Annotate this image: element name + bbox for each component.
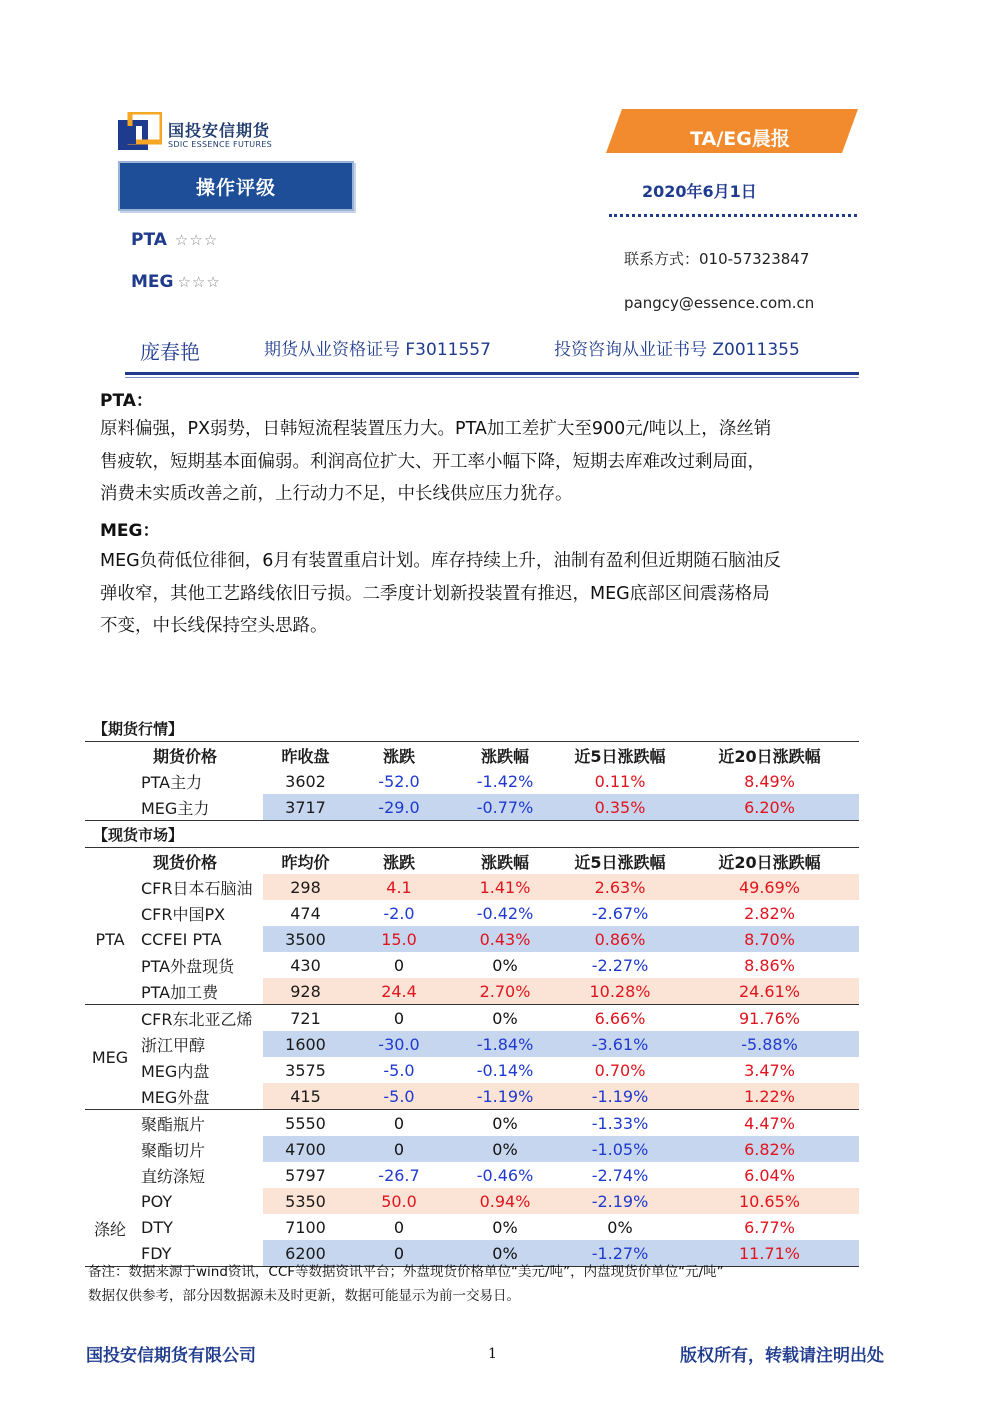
price-cell: 5797 — [285, 1165, 326, 1185]
table-row — [85, 978, 859, 1005]
d20-cell: 1.22% — [680, 1083, 859, 1110]
footer-copyright: 版权所有，转载请注明出处 — [680, 1346, 884, 1366]
row-name: MEG主力 — [135, 794, 263, 821]
chg-cell: -30.0 — [348, 1031, 450, 1057]
row-name: PTA外盘现货 — [141, 956, 235, 976]
d5-cell: -1.05% — [560, 1136, 680, 1162]
d20-cell: 3.47% — [744, 1060, 795, 1080]
d5-cell: -1.19% — [560, 1083, 680, 1110]
pct-cell: 0% — [492, 955, 518, 975]
column-header: 涨跌 — [382, 852, 415, 872]
table-row — [85, 768, 859, 794]
meg-commentary — [100, 545, 840, 643]
rating-pta — [131, 230, 218, 250]
column-header: 昨收盘 — [281, 746, 330, 766]
price-cell: 3717 — [263, 794, 348, 821]
paragraph-line: 售疲软，短期基本面偏弱。利润高位扩大、开工率小幅下降，短期去库难改过剩局面， — [100, 451, 765, 472]
rating-product-name: MEG — [131, 272, 174, 292]
pct-cell: 0% — [450, 1136, 560, 1162]
pct-cell: -0.14% — [476, 1060, 534, 1080]
header-row — [85, 848, 859, 875]
star-rating-icon: ☆☆☆ — [174, 231, 219, 249]
d20-cell: -5.88% — [680, 1031, 859, 1057]
date-divider — [609, 214, 857, 217]
note-line: 数据仅供参考，部分因数据源未及时更新，数据可能显示为前一交易日。 — [88, 1288, 520, 1304]
section-label: 【现货市场】 — [85, 821, 859, 848]
column-header: 期货价格 — [153, 746, 218, 766]
chg-cell: -52.0 — [378, 771, 420, 791]
pct-cell: 2.70% — [450, 978, 560, 1005]
contact-phone: 联系方式：010-57323847 — [624, 250, 810, 268]
d5-cell: 0% — [607, 1217, 633, 1237]
footer-company: 国投安信期货有限公司 — [86, 1346, 256, 1366]
table-row — [85, 1005, 859, 1032]
rating-product-name: PTA — [131, 230, 167, 250]
section-title-meg: MEG： — [100, 521, 160, 541]
d20-cell: 8.86% — [744, 955, 795, 975]
column-header: 近5日涨跌幅 — [574, 746, 666, 766]
chg-cell: 15.0 — [348, 926, 450, 952]
chg-cell: -26.7 — [378, 1165, 420, 1185]
row-name: PTA主力 — [141, 772, 203, 792]
d20-cell: 6.82% — [680, 1136, 859, 1162]
column-header: 涨跌 — [382, 746, 415, 766]
price-cell: 5550 — [285, 1113, 326, 1133]
pct-cell: -0.42% — [476, 903, 534, 923]
rating-meg — [131, 272, 221, 292]
d20-cell: 24.61% — [680, 978, 859, 1005]
d5-cell: 0.11% — [594, 771, 646, 791]
pct-cell: 0% — [492, 1008, 518, 1028]
d20-cell: 10.65% — [680, 1188, 859, 1214]
table-row — [85, 1214, 859, 1240]
pct-cell: 0% — [492, 1217, 518, 1237]
group-label: MEG — [85, 1005, 135, 1110]
chg-cell: 0 — [348, 1240, 450, 1267]
chg-cell: 0 — [393, 1113, 405, 1133]
price-cell: 7100 — [285, 1217, 326, 1237]
pct-cell: 0% — [492, 1113, 518, 1133]
column-header: 涨跌幅 — [480, 852, 529, 872]
column-header: 近20日涨跌幅 — [718, 746, 821, 766]
price-cell: 6200 — [263, 1240, 348, 1267]
price-cell: 1600 — [263, 1031, 348, 1057]
column-header: 昨均价 — [281, 852, 330, 872]
row-name: POY — [141, 1191, 173, 1211]
column-header: 近20日涨跌幅 — [718, 852, 821, 872]
analyst-name: 庞春艳 — [140, 340, 200, 364]
table-row — [85, 874, 859, 900]
d5-cell: -1.33% — [591, 1113, 649, 1133]
d20-cell: 4.47% — [744, 1113, 795, 1133]
logo-english-name: SDIC ESSENCE FUTURES — [168, 140, 273, 149]
d5-cell: -2.74% — [591, 1165, 649, 1185]
price-cell: 3602 — [285, 771, 326, 791]
group-cell — [85, 794, 135, 821]
d5-cell: -2.19% — [560, 1188, 680, 1214]
price-cell: 721 — [290, 1008, 321, 1028]
pta-commentary — [100, 413, 840, 511]
group-cell — [85, 742, 135, 769]
pct-cell: -1.42% — [476, 771, 534, 791]
column-header: 近5日涨跌幅 — [574, 852, 666, 872]
d5-cell: -1.27% — [560, 1240, 680, 1267]
chg-cell: -5.0 — [383, 1060, 415, 1080]
price-cell: 430 — [290, 955, 321, 975]
chg-cell: -5.0 — [348, 1083, 450, 1110]
table-row — [85, 1083, 859, 1110]
paragraph-line: 消费未实质改善之前，上行动力不足，中长线供应压力犹存。 — [100, 484, 573, 504]
d5-cell: 2.63% — [560, 874, 680, 900]
chg-cell: -29.0 — [348, 794, 450, 821]
d20-cell: 8.49% — [744, 771, 795, 791]
report-title: TA/EG晨报 — [690, 128, 790, 150]
paragraph-line: 不变，中长线保持空头思路。 — [100, 616, 328, 636]
d5-cell: 10.28% — [560, 978, 680, 1005]
price-cell: 3500 — [263, 926, 348, 952]
price-cell: 298 — [263, 874, 348, 900]
pct-cell: 0.43% — [450, 926, 560, 952]
d5-cell: -2.27% — [591, 955, 649, 975]
d20-cell: 6.77% — [744, 1217, 795, 1237]
row-name: 直纺涤短 — [141, 1166, 206, 1186]
paragraph-line: 原料偏强，PX弱势，日韩短流程装置压力大。PTA加工差扩大至900元/吨以上，涤丝销 — [100, 419, 772, 439]
d20-cell: 8.70% — [680, 926, 859, 952]
chg-cell: 0 — [348, 1136, 450, 1162]
data-note — [88, 1260, 724, 1308]
d20-cell: 91.76% — [738, 1008, 800, 1028]
column-header: 现货价格 — [153, 852, 218, 872]
row-name: CFR东北亚乙烯 — [141, 1009, 253, 1029]
price-cell: 4700 — [263, 1136, 348, 1162]
d20-cell: 6.04% — [744, 1165, 795, 1185]
chg-cell: 0 — [393, 1217, 405, 1237]
row-name: 聚酯切片 — [141, 1140, 206, 1160]
logo-chinese-name: 国投安信期货 — [168, 121, 271, 140]
row-name: 浙江甲醇 — [141, 1035, 206, 1055]
row-name: FDY — [135, 1240, 263, 1267]
price-cell: 5350 — [263, 1188, 348, 1214]
report-date: 2020年6月1日 — [642, 182, 757, 201]
table-row — [85, 1031, 859, 1057]
table-row — [85, 1057, 859, 1083]
row-name: PTA加工费 — [135, 978, 263, 1005]
d5-cell: 0.35% — [560, 794, 680, 821]
futures-license: 期货从业资格证号 F3011557 — [264, 340, 491, 360]
table-row — [85, 1162, 859, 1188]
header-divider-thin — [125, 377, 859, 378]
pct-cell: -0.77% — [450, 794, 560, 821]
table-row — [85, 952, 859, 978]
row-name: MEG外盘 — [135, 1083, 263, 1110]
pct-cell: 1.41% — [450, 874, 560, 900]
d20-cell: 6.20% — [680, 794, 859, 821]
pct-cell: 0% — [450, 1240, 560, 1267]
chg-cell: -2.0 — [383, 903, 415, 923]
chg-cell: 50.0 — [348, 1188, 450, 1214]
market-data-table — [85, 715, 859, 1267]
group-cell — [85, 768, 135, 794]
row-name: CFR中国PX — [141, 904, 226, 924]
d5-cell: 6.66% — [594, 1008, 646, 1028]
table-row — [85, 794, 859, 821]
row-name: CFR日本石脑油 — [141, 878, 253, 898]
chg-cell: 0 — [393, 955, 405, 975]
price-cell: 474 — [290, 903, 321, 923]
paragraph-line: MEG负荷低位徘徊，6月有装置重启计划。库存持续上升，油制有盈利但近期随石脑油反 — [100, 551, 781, 571]
futures-section-label — [85, 715, 859, 742]
chg-cell: 24.4 — [348, 978, 450, 1005]
chg-cell: 0 — [393, 1008, 405, 1028]
price-cell: 415 — [263, 1083, 348, 1110]
row-name: MEG内盘 — [141, 1061, 210, 1081]
chg-cell: 4.1 — [348, 874, 450, 900]
section-label: 【期货行情】 — [85, 715, 859, 742]
operation-rating-title: 操作评级 — [118, 161, 354, 211]
table-row — [85, 900, 859, 926]
table-row — [85, 1110, 859, 1137]
company-logo-icon — [118, 112, 162, 150]
group-cell — [85, 848, 135, 875]
group-label: PTA — [85, 874, 135, 1005]
table-row — [85, 926, 859, 952]
pct-cell: 0.94% — [450, 1188, 560, 1214]
pct-cell: -1.19% — [450, 1083, 560, 1110]
d20-cell: 11.71% — [680, 1240, 859, 1267]
contact-email[interactable]: pangcy@essence.com.cn — [624, 294, 815, 312]
pct-cell: -1.84% — [450, 1031, 560, 1057]
price-cell: 928 — [263, 978, 348, 1005]
advisory-license: 投资咨询从业证书号 Z0011355 — [554, 340, 800, 360]
paragraph-line: 弹收窄，其他工艺路线依旧亏损。二季度计划新投装置有推迟，MEG底部区间震荡格局 — [100, 583, 770, 604]
section-title-pta: PTA： — [100, 391, 153, 411]
header-row — [85, 742, 859, 769]
note-line: 备注：数据来源于wind资讯，CCF等数据资讯平台；外盘现货价格单位“美元/吨”，内盘现货价单位“元/吨” — [88, 1264, 724, 1280]
d5-cell: 0.86% — [560, 926, 680, 952]
column-header: 涨跌幅 — [480, 746, 529, 766]
spot-section-label — [85, 821, 859, 848]
pct-cell: -0.46% — [476, 1165, 534, 1185]
row-name: 聚酯瓶片 — [141, 1114, 206, 1134]
d20-cell: 2.82% — [744, 903, 795, 923]
d20-cell: 49.69% — [680, 874, 859, 900]
star-rating-icon: ☆☆☆ — [177, 273, 221, 291]
price-cell: 3575 — [285, 1060, 326, 1080]
group-label: 涤纶 — [85, 1110, 135, 1267]
d5-cell: -3.61% — [560, 1031, 680, 1057]
row-name: DTY — [141, 1217, 173, 1237]
d5-cell: -2.67% — [591, 903, 649, 923]
header-divider — [125, 372, 859, 375]
d5-cell: 0.70% — [594, 1060, 646, 1080]
table-row — [85, 1136, 859, 1162]
page-number: 1 — [488, 1346, 497, 1362]
row-name: CCFEI PTA — [141, 929, 222, 949]
table-row — [85, 1188, 859, 1214]
